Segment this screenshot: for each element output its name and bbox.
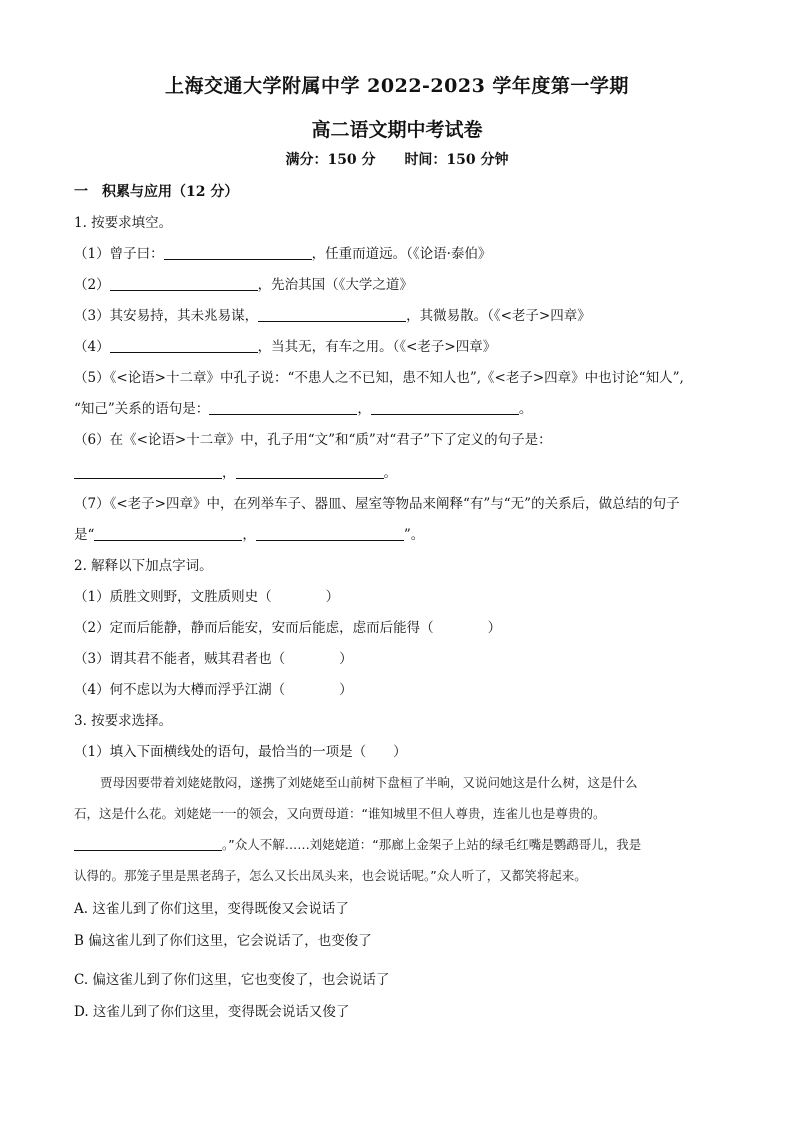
answer-blank[interactable] bbox=[371, 400, 519, 415]
answer-blank[interactable] bbox=[94, 526, 242, 541]
passage-line-3-text: 。”众人不解……刘姥姥道：“那廊上金架子上站的绿毛红嘴是鹦鹉哥儿，我是 bbox=[222, 837, 642, 852]
q2-item-4: （4）何不虑以为大樽而浮乎江湖（ ） bbox=[74, 682, 353, 698]
answer-blank[interactable] bbox=[256, 526, 404, 541]
q1-item-7-pre: 是“ bbox=[74, 527, 95, 543]
exam-time: 时间：150 分钟 bbox=[404, 152, 509, 168]
q1-item-5-line-1: （5）《<论语>十二章》中孔子说：“不患人之不已知，患不知人也”,《<老子>四章》中也讨论“知人”, bbox=[74, 370, 684, 386]
q1-item-4-pre: （4） bbox=[74, 339, 110, 355]
exam-title: 上海交通大学附属中学 2022-2023 学年度第一学期 bbox=[165, 75, 629, 97]
answer-blank[interactable] bbox=[74, 464, 222, 479]
section-heading: 一 积累与应用（12 分） bbox=[74, 184, 239, 200]
passage-line-1: 贾母因要带着刘姥姥散闷，遂携了刘姥姥至山前树下盘桓了半晌，又说问她这是什么树，这是什么 bbox=[100, 775, 638, 790]
q1-item-7-line-1: （7）《<老子>四章》中，在列举车子、器皿、屋室等物品来阐释“有”与“无”的关系后，做总结的句子 bbox=[74, 496, 680, 512]
q1-item-1-pre: （1）曾子曰： bbox=[74, 246, 164, 262]
q1-item-7-sep: ， bbox=[242, 527, 256, 543]
q1-item-1-post: ，任重而道远。（《论语·泰伯》 bbox=[311, 246, 492, 262]
q1-item-3-post: ，其微易散。（《<老子>四章》 bbox=[406, 308, 591, 324]
answer-blank[interactable] bbox=[110, 276, 258, 291]
full-score: 满分：150 分 bbox=[285, 152, 376, 168]
answer-blank[interactable] bbox=[110, 338, 258, 353]
answer-blank[interactable] bbox=[164, 245, 312, 260]
q1-item-3 bbox=[74, 306, 724, 326]
q1-item-7-line-2 bbox=[74, 525, 724, 545]
answer-blank[interactable] bbox=[258, 307, 406, 322]
question-3-prompt: 3. 按要求选择。 bbox=[74, 713, 173, 729]
q1-item-6-sep: ， bbox=[222, 465, 236, 481]
q1-item-3-pre: （3）其安易持，其未兆易谋， bbox=[74, 308, 259, 324]
q1-item-5-pre: “知己”关系的语句是： bbox=[74, 401, 210, 417]
passage-line-2: 石，这是什么花。刘姥姥一一的领会，又向贾母道：“谁知城里不但人尊贵，连雀儿也是尊贵的。 bbox=[74, 806, 606, 821]
answer-blank[interactable] bbox=[236, 464, 384, 479]
q1-item-6-end: 。 bbox=[383, 465, 397, 481]
q1-item-6-line-2 bbox=[74, 463, 724, 483]
exam-subtitle: 高二语文期中考试卷 bbox=[311, 119, 483, 141]
q3-sub-1: （1）填入下面横线处的语句，最恰当的一项是（ ） bbox=[74, 744, 407, 760]
q2-item-2: （2）定而后能静，静而后能安，安而后能虑，虑而后能得（ ） bbox=[74, 620, 502, 636]
answer-blank[interactable] bbox=[74, 836, 222, 851]
q1-item-5-line-2 bbox=[74, 399, 724, 419]
q1-item-5-end: 。 bbox=[518, 401, 533, 417]
q1-item-7-end: ”。 bbox=[403, 527, 425, 543]
passage-line-3 bbox=[74, 835, 722, 855]
option-d[interactable]: D. 这雀儿到了你们这里，变得既会说话又俊了 bbox=[74, 1004, 350, 1020]
option-a[interactable]: A. 这雀儿到了你们这里，变得既俊又会说话了 bbox=[74, 901, 349, 917]
q2-item-3: （3）谓其君不能者，贼其君者也（ ） bbox=[74, 651, 353, 667]
q2-item-1: （1）质胜文则野，文胜质则史（ ） bbox=[74, 589, 340, 605]
q1-item-6-line-1: （6）在《<论语>十二章》中，孔子用“文”和“质”对“君子”下了定义的句子是： bbox=[74, 432, 552, 448]
answer-blank[interactable] bbox=[209, 400, 357, 415]
passage-line-4: 认得的。那笼子里是黑老鸹子，怎么又长出凤头来，也会说话呢。”众人听了，又都笑将起来。 bbox=[74, 868, 587, 883]
option-b[interactable]: B 偏这雀儿到了你们这里，它会说话了，也变俊了 bbox=[74, 933, 372, 949]
question-2-prompt: 2. 解释以下加点字词。 bbox=[74, 558, 213, 574]
question-1-prompt: 1. 按要求填空。 bbox=[74, 215, 173, 231]
exam-meta bbox=[0, 149, 794, 169]
q1-item-2-pre: （2） bbox=[74, 277, 110, 293]
q1-item-5-sep: ， bbox=[357, 401, 371, 417]
q1-item-4-post: ，当其无，有车之用。（《<老子>四章》 bbox=[257, 339, 497, 355]
q1-item-1 bbox=[74, 244, 724, 264]
q1-item-2-post: ，先治其国（《大学之道》 bbox=[257, 277, 413, 293]
q1-item-4 bbox=[74, 337, 724, 357]
option-c[interactable]: C. 偏这雀儿到了你们这里，它也变俊了，也会说话了 bbox=[74, 972, 390, 988]
q1-item-2 bbox=[74, 275, 724, 295]
